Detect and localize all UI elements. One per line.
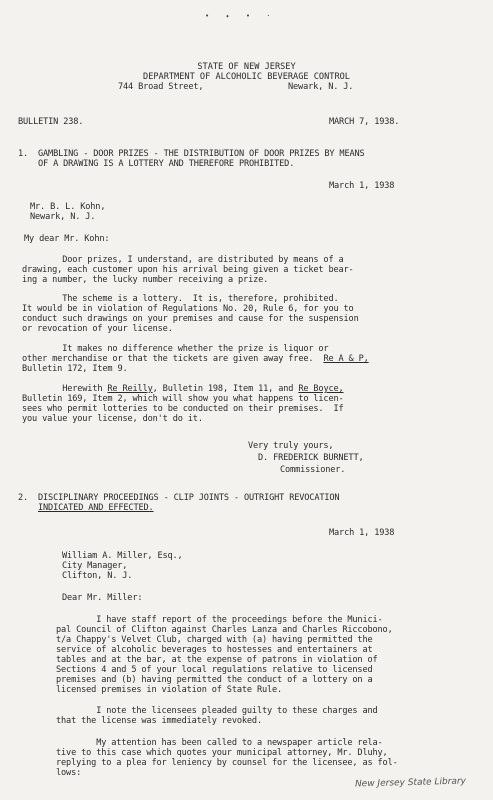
item1-p4-line: Bulletin 169, Item 2, which will show you what happens to licen- <box>22 394 344 404</box>
item2-p1-line: tables and at the bar, at the expense of patrons in violation of <box>56 655 378 665</box>
item1-p2-line: The scheme is a lottery. It is, therefore, prohibited. <box>22 294 339 304</box>
item2-p1-line: licensed premises in violation of State Rule. <box>56 685 283 695</box>
item1-closing: Very truly yours, <box>248 441 334 451</box>
item1-p4-line: you value your license, don't do it. <box>22 414 203 424</box>
item2-address-line: Clifton, N. J. <box>62 571 133 581</box>
item1-p3-line <box>22 354 369 364</box>
citation-re-boyce: Re Boyce, <box>298 384 344 394</box>
citation-re-a-and-p: Re A & P, <box>323 354 369 364</box>
item1-p4-text: , Bulletin 198, Item 11, and <box>152 384 299 394</box>
item1-p4-line: sees who permit lotteries to be conducted on their premises. If <box>22 404 344 414</box>
item2-number: 2. <box>18 493 29 503</box>
item1-p1-line: Door prizes, I understand, are distributed by means of a <box>22 255 344 265</box>
header-department: DEPARTMENT OF ALCOHOLIC BEVERAGE CONTROL <box>143 72 350 82</box>
item1-p3-line: Bulletin 172, Item 9. <box>22 364 128 374</box>
item2-title-line-2: INDICATED AND EFFECTED. <box>38 503 154 513</box>
item2-p1-line: t/a Chappy's Velvet Club, charged with (a) having permitted the <box>56 635 373 645</box>
item1-date: March 1, 1938 <box>329 181 395 191</box>
item1-signer-title: Commissioner. <box>280 465 346 475</box>
item2-p1-line: Sections 4 and 5 of your local regulations relative to licensed <box>56 665 373 675</box>
item2-p3-line: replying to a plea for leniency by counsel for the licensee, as fol- <box>56 758 398 768</box>
item2-date: March 1, 1938 <box>329 528 395 538</box>
item2-p3-line: tive to this case which quotes your municipal attorney, Mr. Dluhy, <box>56 748 388 758</box>
top-marks: • ✦ • · <box>205 12 277 20</box>
item2-p3-line: My attention has been called to a newspaper article rela- <box>56 738 383 748</box>
item1-p3-text: other merchandise or that the tickets are given away free. <box>22 354 324 364</box>
item2-title-line-1: DISCIPLINARY PROCEEDINGS - CLIP JOINTS - OUTRIGHT REVOCATION <box>38 493 340 503</box>
item1-salutation: My dear Mr. Kohn: <box>24 234 110 244</box>
item2-p2-line: I note the licensees pleaded guilty to these charges and <box>56 706 378 716</box>
item1-p1-line: ing a number, the lucky number receiving a prize. <box>22 275 269 285</box>
item1-address-line: Mr. B. L. Kohn, <box>30 202 106 212</box>
item2-p1-line: I have staff report of the proceedings before the Munici- <box>56 615 383 625</box>
item1-title-line-2: OF A DRAWING IS A LOTTERY AND THEREFORE PROHIBITED. <box>38 159 295 169</box>
header-city: Newark, N. J. <box>288 82 354 92</box>
header-address: 744 Broad Street, <box>118 82 204 92</box>
item1-title-line-1: GAMBLING - DOOR PRIZES - THE DISTRIBUTION OF DOOR PRIZES BY MEANS <box>38 149 365 159</box>
item1-p3-line: It makes no difference whether the prize is liquor or <box>22 344 329 354</box>
item1-address-line: Newark, N. J. <box>30 212 96 222</box>
item2-address-line: William A. Miller, Esq., <box>62 551 183 561</box>
item2-p1-line: premises and (b) having permitted the conduct of a lottery on a <box>56 675 373 685</box>
item2-salutation: Dear Mr. Miller: <box>62 593 143 603</box>
citation-re-reilly: Re Reilly <box>107 384 153 394</box>
item1-p4-text: Herewith <box>22 384 108 394</box>
item2-p1-line: service of alcoholic beverages to hostesses and entertainers at <box>56 645 373 655</box>
item2-address-line: City Manager, <box>62 561 128 571</box>
item1-p4-line <box>22 384 344 394</box>
item2-p2-line: that the license was immediately revoked. <box>56 716 262 726</box>
header-state: STATE OF NEW JERSEY <box>197 62 296 72</box>
item1-number: 1. <box>18 149 29 159</box>
item1-p1-line: drawing, each customer upon his arrival being given a ticket bear- <box>22 265 354 275</box>
item2-p3-line: lows: <box>56 768 82 778</box>
bulletin-number: BULLETIN 238. <box>18 117 84 127</box>
item1-signer: D. FREDERICK BURNETT, <box>258 453 364 463</box>
item1-p2-line: It would be in violation of Regulations No. 20, Rule 6, for you to <box>22 304 354 314</box>
item2-p1-line: pal Council of Clifton against Charles Lanza and Charles Riccobono, <box>56 625 393 635</box>
item1-p2-line: or revocation of your license. <box>22 324 173 334</box>
bulletin-date: MARCH 7, 1938. <box>329 117 400 127</box>
item1-p2-line: conduct such drawings on your premises and cause for the suspension <box>22 314 359 324</box>
library-stamp: New Jersey State Library <box>354 776 467 790</box>
